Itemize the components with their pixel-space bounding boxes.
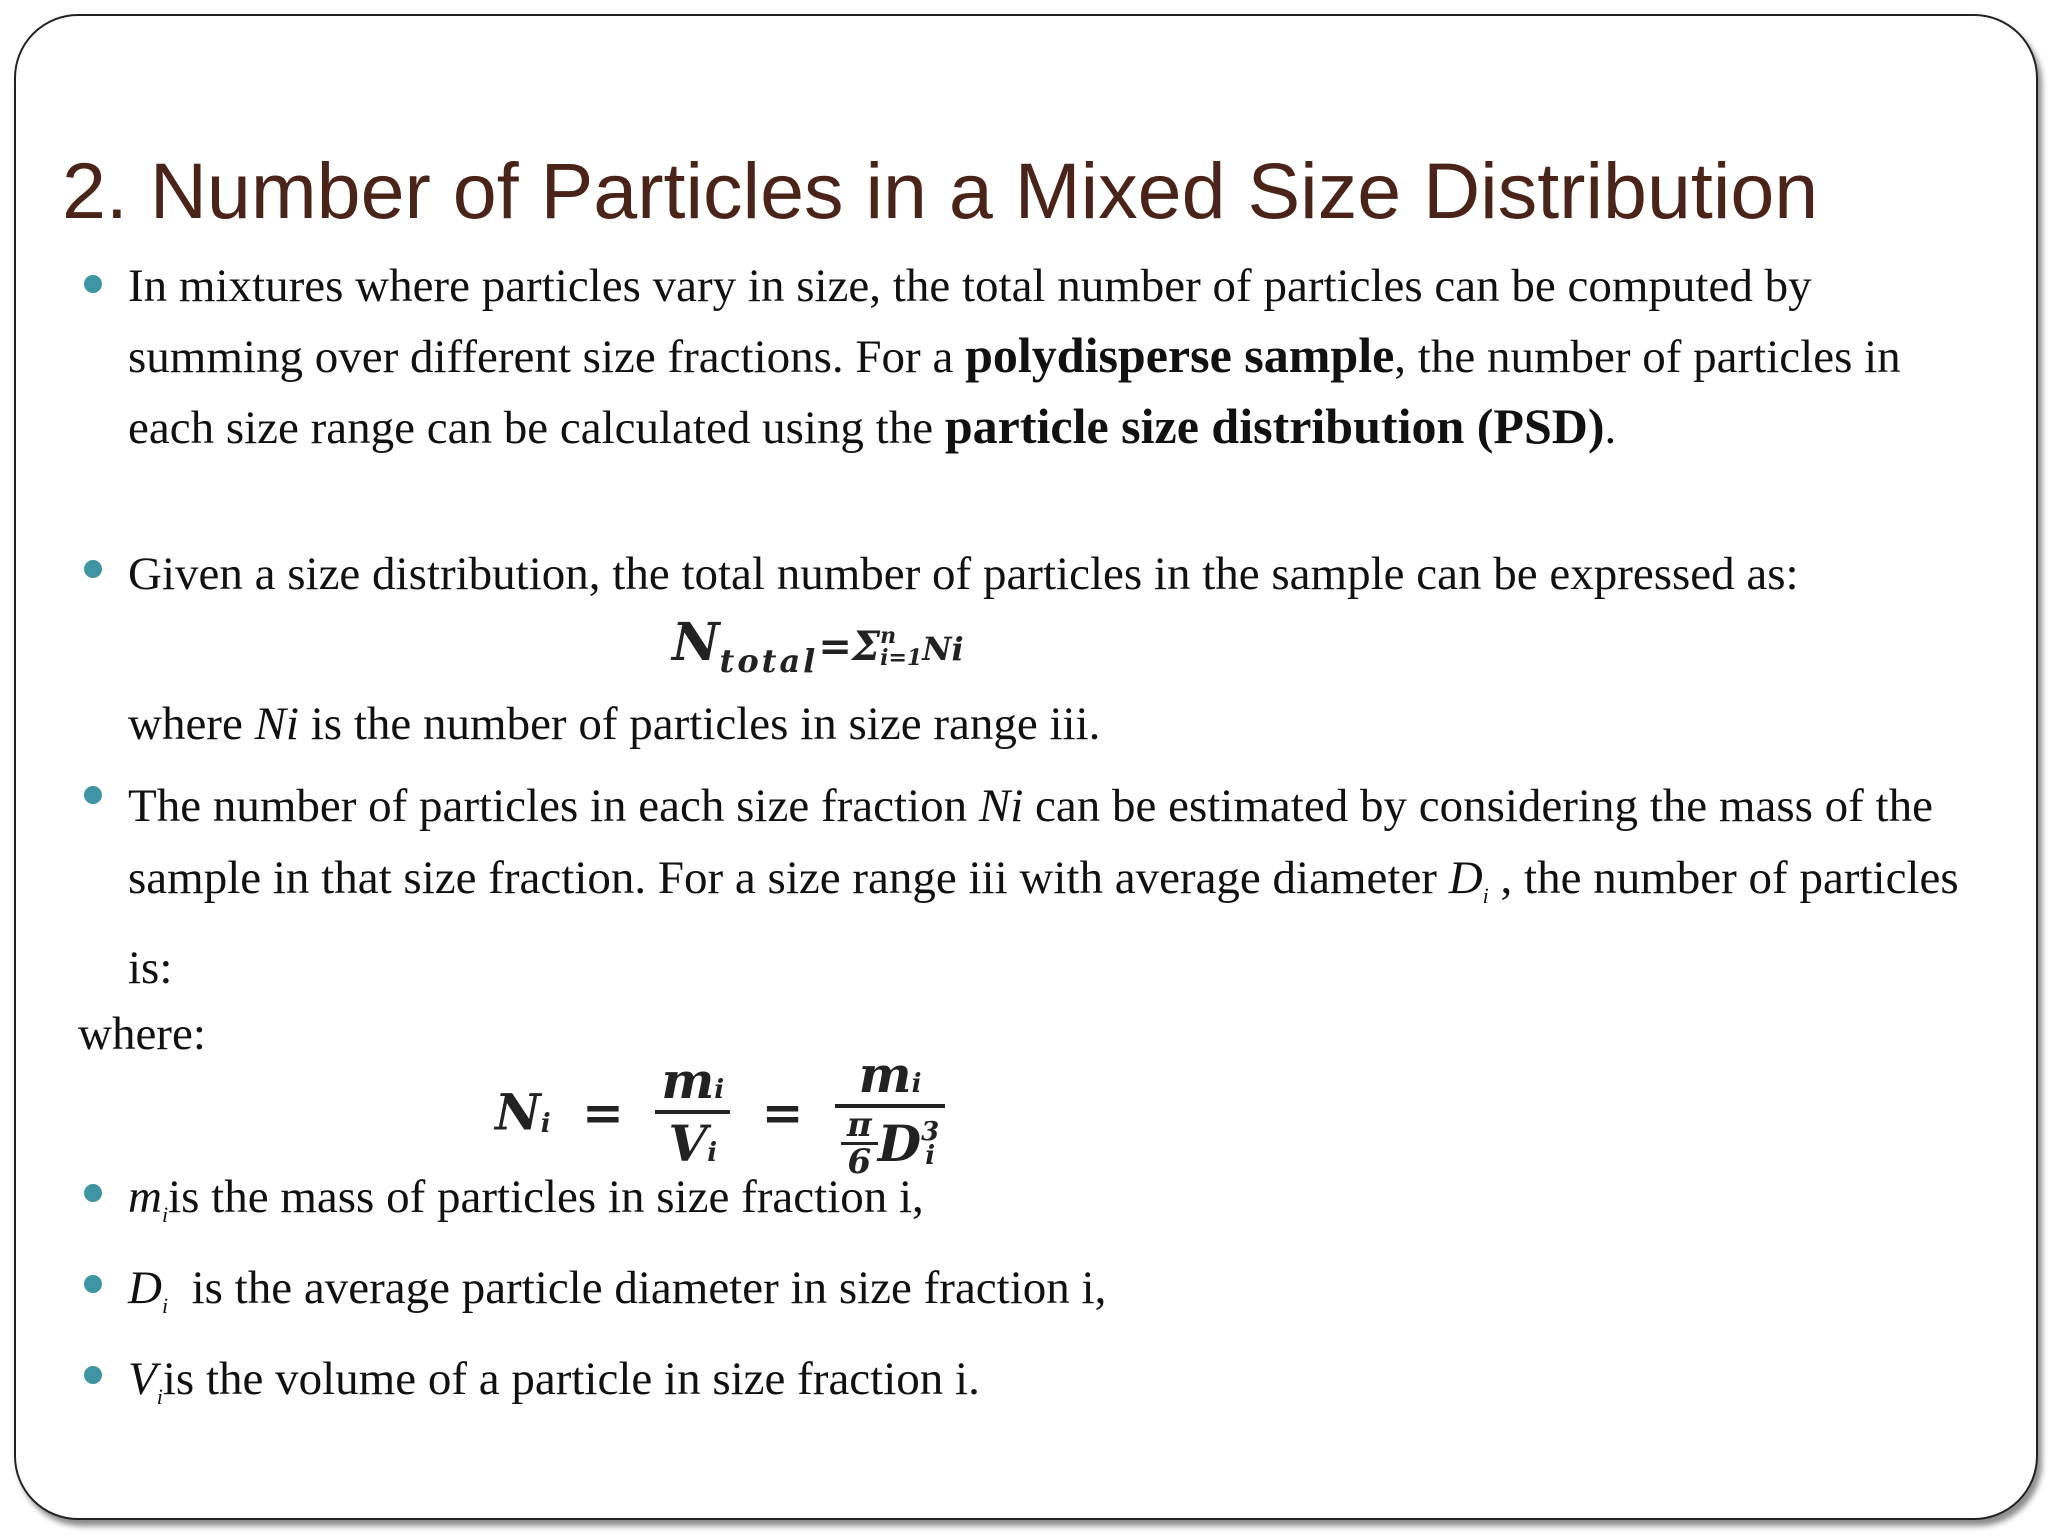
def-text-v: is the volume of a particle in size fraction i. [162, 1353, 980, 1405]
formula-n-sub: total [719, 642, 819, 680]
formula-sum: =Σ [818, 623, 881, 670]
frac2-d-sub: i [925, 1140, 936, 1171]
bullet-1-part-c: . [1604, 402, 1617, 454]
sum-limits [880, 622, 923, 671]
formula-ni-per-fraction [495, 1045, 945, 1182]
frac2-d: D [877, 1114, 922, 1173]
bullet-3-ni: Ni [978, 780, 1024, 832]
bullet-dot [84, 1366, 102, 1384]
where-ni-a: where [128, 698, 255, 750]
sum-lower: i=1 [880, 644, 923, 671]
frac2-d-sup: 3 [921, 1116, 940, 1147]
formula2-frac1 [655, 1051, 730, 1173]
def-text-m: is the mass of particles in size fraction i, [168, 1171, 924, 1223]
def-var-d: D [128, 1262, 162, 1314]
bullet-1-part-b: , the number of particles in each size range can be calculated using the [128, 331, 1901, 454]
def-text-d: is the average particle diameter in size fraction i, [168, 1262, 1107, 1314]
bullet-3-part-b: can be estimated by considering the mass of the sample in that size fraction. For a size range iii with average diameter [128, 780, 1933, 904]
bullet-3-part-a: The number of particles in each size fraction [128, 780, 979, 832]
frac1-v: V [668, 1114, 708, 1173]
frac2-m-sub: i [911, 1069, 922, 1099]
formula2-n: N [495, 1082, 541, 1142]
frac2-num [835, 1045, 945, 1108]
def-var-m-sub: i [161, 1202, 169, 1227]
bullet-dot [84, 1275, 102, 1293]
formula-n: N [672, 612, 720, 673]
bullet-3-part-c: , the number of particles is: [128, 852, 1959, 994]
bullet-dot [84, 275, 102, 293]
formula2-frac2 [835, 1045, 945, 1182]
frac2-m: m [858, 1045, 912, 1104]
where-label: where: [78, 1008, 206, 1060]
where-ni-var: Ni [254, 698, 299, 750]
frac1-m: m [661, 1051, 715, 1110]
frac1-v-sub: i [707, 1138, 718, 1168]
bullet-1-text [128, 252, 1978, 463]
formula2-eq1: = [582, 1082, 624, 1142]
formula-ni: Ni [922, 630, 964, 668]
def-var-m: m [128, 1171, 162, 1223]
where-ni-line [128, 690, 1100, 759]
frac2-d-scripts [921, 1116, 940, 1171]
def-var-d-sub: i [161, 1293, 169, 1318]
where-ni-b: is the number of particles in size range iii. [299, 698, 1101, 750]
formula2-eq2: = [761, 1082, 804, 1142]
frac1-m-sub: i [714, 1075, 725, 1105]
bullet-2-text: Given a size distribution, the total number of particles in the sample can be expressed as: [128, 548, 1799, 600]
frac1-num [655, 1051, 730, 1114]
def-var-v-sub: i [156, 1384, 163, 1409]
bullet-3-d-sub: i [1482, 883, 1489, 908]
def-item-mass [128, 1163, 924, 1249]
pi-num: π [841, 1108, 878, 1145]
bullet-dot [84, 1184, 102, 1202]
sum-upper: n [880, 622, 897, 649]
bullet-3-d: D [1448, 852, 1483, 904]
pi-den: 6 [847, 1142, 872, 1182]
slide-title: 2. Number of Particles in a Mixed Size Distribution [62, 146, 1819, 235]
bullet-1-part-a: In mixtures where particles vary in size, the total number of particles can be computed by summing over different size fractions. For a [128, 260, 1812, 383]
def-item-diameter [128, 1254, 1106, 1340]
def-item-volume [128, 1345, 980, 1431]
bullet-1-bold-a: polydisperse sample [965, 327, 1395, 383]
bullet-3-text [128, 770, 1978, 1004]
bullet-1-bold-b: particle size distribution (PSD) [944, 398, 1605, 454]
bullet-dot [84, 786, 102, 804]
def-var-v: V [128, 1353, 157, 1405]
formula-total-count [672, 612, 964, 680]
bullet-dot [84, 560, 102, 578]
formula2-n-sub: i [540, 1109, 551, 1139]
